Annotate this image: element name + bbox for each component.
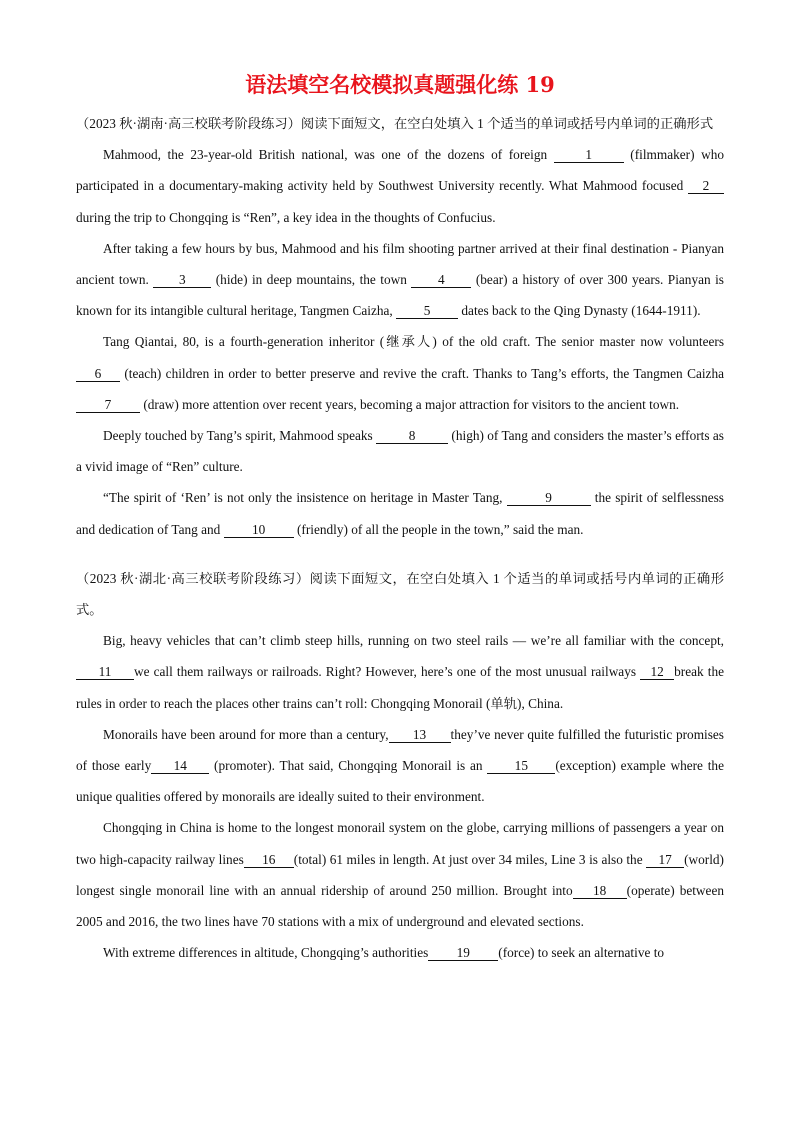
text-run: Chongqing in China is home to the longest monorail system on the globe, carrying millions of passengers a year on two high-capacity railway lines <box>76 820 724 867</box>
text-run: (force) to seek an alternative to <box>498 945 665 961</box>
text-run: during the trip to Chongqing is “Ren”, a key idea in the thoughts of Confucius. <box>76 209 496 225</box>
blank-11[interactable]: 11 <box>76 664 134 680</box>
passage-1 <box>76 108 724 545</box>
passage-source: （2023 秋·湖南·高三校联考阶段练习）阅读下面短文，在空白处填入 1 个适当的单词或括号内单词的正确形式 <box>76 116 714 131</box>
text-run: (exception) example where the unique qualities offered by monorails are ideally suited to their environment. <box>76 758 724 805</box>
blank-5[interactable]: 5 <box>396 303 458 319</box>
text-run: (total) 61 miles in length. At just over 34 miles, Line 3 is also the <box>293 851 647 867</box>
text-run: (filmmaker) who participated in a documentary-making activity held by Southwest University recently. What Mahmood focused <box>76 147 724 194</box>
blank-19[interactable]: 19 <box>428 945 498 961</box>
paragraph <box>76 625 724 719</box>
text-run: they’ve never quite fulfilled the futuristic promises of those early <box>76 726 724 774</box>
text-run: (operate) between 2005 and 2016, the two lines have 70 stations with a mix of underground and elevated sections. <box>76 882 724 930</box>
blank-1[interactable]: 1 <box>554 147 624 163</box>
paragraph <box>76 937 724 968</box>
text-run: (promoter). That said, Chongqing Monorail is an <box>209 758 488 774</box>
text-run: (teach) children in order to better preserve and revive the craft. Thanks to Tang’s efforts, the Tangmen Caizha <box>120 365 724 381</box>
blank-13[interactable]: 13 <box>389 727 451 743</box>
text-run: break the rules in order to reach the places other trains can’t roll: Chongqing Monorail (单轨), China. <box>76 664 724 711</box>
paragraph <box>76 420 724 482</box>
text-run: With extreme differences in altitude, Chongqing’s authorities <box>103 945 429 961</box>
blank-17[interactable]: 17 <box>646 852 684 868</box>
blank-3[interactable]: 3 <box>153 272 211 288</box>
blank-15[interactable]: 15 <box>487 758 555 774</box>
blank-10[interactable]: 10 <box>224 522 294 538</box>
blank-2[interactable]: 2 <box>688 178 724 194</box>
passage-2 <box>76 563 724 969</box>
blank-9[interactable]: 9 <box>507 490 591 506</box>
blank-6[interactable]: 6 <box>76 366 120 382</box>
passage-source: （2023 秋·湖北·高三校联考阶段练习）阅读下面短文，在空白处填入 1 个适当的单词或括号内单词的正确形式。 <box>76 570 724 618</box>
paragraph <box>76 812 724 937</box>
text-run: Deeply touched by Tang’s spirit, Mahmood speaks <box>103 428 377 444</box>
text-run: dates back to the Qing Dynasty (1644-1911). <box>458 303 701 319</box>
text-run: we call them railways or railroads. Right? However, here’s one of the most unusual railways <box>134 664 641 680</box>
text-run: Mahmood, the 23-year-old British national, was one of the dozens of foreign <box>103 147 554 163</box>
paragraph <box>76 233 724 327</box>
paragraph <box>76 139 724 233</box>
blank-18[interactable]: 18 <box>573 883 627 899</box>
blank-14[interactable]: 14 <box>151 758 209 774</box>
paragraph <box>76 482 724 544</box>
paragraph <box>76 719 724 813</box>
text-run: “The spirit of ‘Ren’ is not only the insistence on heritage in Master Tang, <box>103 490 507 506</box>
blank-7[interactable]: 7 <box>76 397 140 413</box>
text-run: (friendly) of all the people in the town,” said the man. <box>293 521 584 537</box>
paragraph <box>76 326 724 420</box>
blank-16[interactable]: 16 <box>244 852 294 868</box>
text-run: (hide) in deep mountains, the town <box>211 272 412 288</box>
text-run: the spirit of selflessness and dedication of Tang and <box>76 490 724 537</box>
text-run: Tang Qiantai, 80, is a fourth-generation inheritor (继承人) of the old craft. The senior master now volunteers <box>103 334 724 350</box>
text-run: After taking a few hours by bus, Mahmood and his film shooting partner arrived at their final destination - Pianyan ancient town. <box>76 240 724 288</box>
text-run: Big, heavy vehicles that can’t climb steep hills, running on two steel rails — we’re all familiar with the concept, <box>103 633 724 649</box>
blank-12[interactable]: 12 <box>640 664 674 680</box>
text-run: Monorails have been around for more than a century, <box>103 726 389 742</box>
text-run: (bear) a history of over 300 years. Pianyan is known for its intangible cultural heritage, Tangmen Caizha, <box>76 272 724 319</box>
text-run: (high) of Tang and considers the master’s efforts as a vivid image of “Ren” culture. <box>76 428 724 475</box>
blank-8[interactable]: 8 <box>376 428 448 444</box>
blank-4[interactable]: 4 <box>411 272 471 288</box>
text-run: (draw) more attention over recent years, becoming a major attraction for visitors to the ancient town. <box>140 396 680 412</box>
text-run: (world) longest single monorail line with an annual ridership of around 250 million. Brought into <box>76 851 724 898</box>
page-title: 语法填空名校模拟真题强化练 19 <box>245 72 555 97</box>
